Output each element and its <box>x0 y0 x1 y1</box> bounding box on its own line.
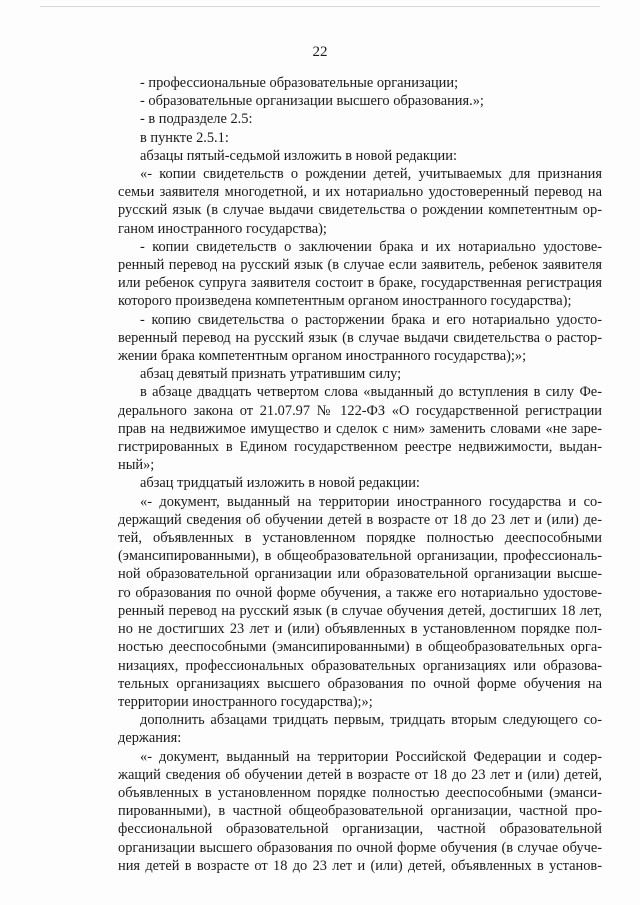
text-line: - копии свидетельств о заключении брака и их нотариально удостове- <box>140 238 602 255</box>
text-line: - образовательные организации высшего образования.»; <box>140 93 484 110</box>
text-line: организации высшего образования по очной форме обучения (в случае обуче- <box>118 839 602 856</box>
text-line: гистрированных в Едином государственном реестре недвижимости, выдан- <box>118 439 602 456</box>
text-line: абзац девятый признать утратившим силу; <box>140 366 402 383</box>
page-number: 22 <box>312 44 328 60</box>
text-line: жащий сведения об обучении детей в возрасте от 18 до 23 лет и (или) детей, <box>118 766 602 783</box>
text-line: веренный перевод на русский язык (в случае выдачи свидетельства о растор- <box>118 329 602 346</box>
text-line: низациях, профессиональных образовательных организациях или образова- <box>118 657 602 674</box>
text-line: прав на недвижимое имущество и сделок с ним» заменить словами «не заре- <box>118 420 602 437</box>
text-line: держания: <box>118 730 182 747</box>
text-line: абзац тридцатый изложить в новой редакции: <box>140 475 420 492</box>
text-line: ния детей в возрасте от 18 до 23 лет и (или) детей, объявленных в установ- <box>118 857 602 874</box>
text-line: в абзаце двадцать четвертом слова «выданный до вступления в силу Фе- <box>140 384 602 401</box>
text-line: русский язык (в случае выдачи свидетельства о рождении компетентным ор- <box>118 202 602 219</box>
text-line: - профессиональные образовательные организации; <box>140 75 459 91</box>
text-line: жении брака компетентным органом иностранного государства);»; <box>118 348 527 365</box>
text-line: или ребенок супруга заявителя состоит в браке, государственная регистрация <box>118 275 602 292</box>
text-line: ганом иностранного государства); <box>118 220 327 237</box>
text-line: «- копии свидетельств о рождении детей, учитываемых для признания <box>140 166 602 183</box>
document-body <box>118 74 602 875</box>
text-line: семьи заявителя многодетной, и их нотариально удостоверенный перевод на <box>118 184 602 201</box>
text-line: территории иностранного государства);»; <box>118 693 373 710</box>
text-line: го образования по очной форме обучения, а также его нотариально удостове- <box>118 584 602 601</box>
text-line: пированными), в частной общеобразовательной организации, частной про- <box>118 803 602 820</box>
text-line: но не достигших 23 лет и (или) объявленных в установленном порядке пол- <box>118 621 602 638</box>
text-line: ренный перевод на русский язык (в случае если заявитель, ребенок заявителя <box>118 257 602 274</box>
text-line: абзацы пятый-седьмой изложить в новой редакции: <box>140 147 457 164</box>
text-line: ный»; <box>118 457 155 474</box>
text-line: тей, объявленных в установленном порядке полностью дееспособными <box>118 530 602 547</box>
text-line: тельных организациях высшего образования по очной форме обучения на <box>118 675 602 692</box>
text-line: «- документ, выданный на территории иностранного государства и со- <box>140 493 602 510</box>
scan-edge-mark <box>40 6 600 7</box>
text-line: дерального закона от 21.07.97 № 122-ФЗ «О государственной регистрации <box>118 402 602 419</box>
text-line: ной образовательной организации или образовательной организации высше- <box>118 566 602 583</box>
text-line: в пункте 2.5.1: <box>140 129 229 146</box>
text-line: фессиональной образовательной организации, частной образовательной <box>118 821 602 838</box>
text-line: (эмансипированными), в общеобразовательной организации, профессиональ- <box>118 548 602 565</box>
text-line: дополнить абзацами тридцать первым, тридцать вторым следующего со- <box>140 712 602 729</box>
text-line: - копию свидетельства о расторжении брака и его нотариально удосто- <box>140 311 602 328</box>
text-line: которого произведена компетентным органом иностранного государства); <box>118 293 572 310</box>
text-line: ностью дееспособными (эмансипированными) в общеобразовательных орга- <box>118 639 602 656</box>
text-line: держащий сведения об обучении детей в возрасте от 18 до 23 лет и (или) де- <box>118 511 602 528</box>
text-line: объявленных в установленном порядке полностью дееспособными (эманси- <box>118 784 602 801</box>
text-line: - в подразделе 2.5: <box>140 111 253 128</box>
text-line: «- документ, выданный на территории Российской Федерации и содер- <box>140 748 602 765</box>
text-line: ренный перевод на русский язык (в случае обучения детей, достигших 18 лет, <box>118 602 602 619</box>
